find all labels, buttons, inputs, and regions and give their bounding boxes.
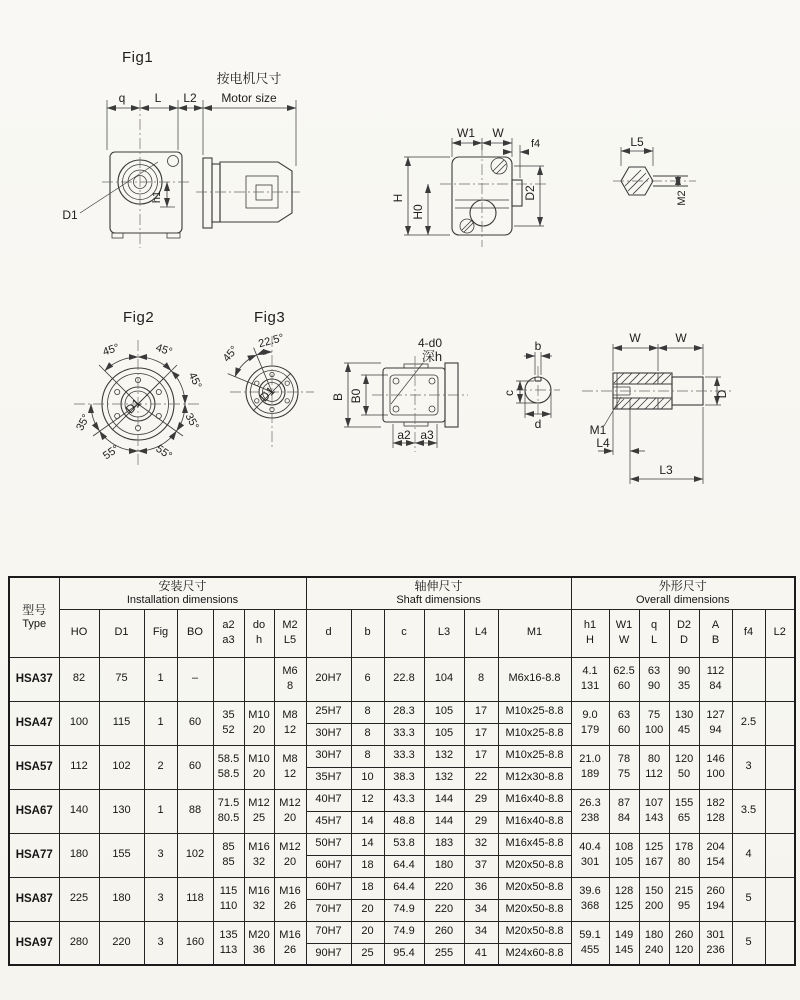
cell-shaft-c: 95.4 [384, 943, 424, 965]
cell-shaft-L4: 36 [464, 877, 498, 899]
cell-shaft-d: 25H7 [306, 701, 351, 723]
dim-W-right: W [675, 331, 687, 345]
cell-doh: M16 32 [244, 877, 274, 921]
cell-L2 [765, 833, 795, 877]
cell-shaft-L4: 17 [464, 701, 498, 723]
spec-table-body [9, 657, 795, 965]
cell-BO: 160 [177, 921, 213, 965]
fig3-angle-top: 22.5° [257, 331, 286, 351]
cell-shaft-L3: 132 [424, 767, 464, 789]
cell-D2D: 260 120 [669, 921, 699, 965]
cell-shaft-c: 33.3 [384, 723, 424, 745]
dim-H: H [391, 193, 405, 203]
cell-HO: 180 [59, 833, 99, 877]
cell-shaft-c: 64.4 [384, 877, 424, 899]
cell-f4: 2.5 [732, 701, 765, 745]
cell-shaft-d: 50H7 [306, 833, 351, 855]
dim-W1: W1 [457, 126, 475, 140]
cell-type: HSA67 [9, 789, 59, 833]
fig2-angle-right: 45° [185, 370, 204, 391]
cell-shaft-L4: 37 [464, 855, 498, 877]
spec-table [8, 576, 796, 966]
cell-L2 [765, 921, 795, 965]
cell-Fig: 1 [144, 701, 177, 745]
col-header-L2: L2 [765, 609, 795, 657]
cell-shaft-c: 74.9 [384, 899, 424, 921]
cell-shaft-c: 48.8 [384, 811, 424, 833]
dim-W-left: W [629, 331, 641, 345]
cell-W1W: 149 145 [609, 921, 639, 965]
fig2-angle-mid-right: 35° [182, 411, 201, 432]
label-M1: M1 [589, 423, 607, 437]
cell-AB: 301 236 [699, 921, 732, 965]
cell-D2D: 178 80 [669, 833, 699, 877]
cell-a2a3: 135 113 [213, 921, 244, 965]
cell-D1: 155 [99, 833, 144, 877]
cell-M2L5: M16 26 [274, 877, 306, 921]
cell-shaft-L3: 183 [424, 833, 464, 855]
cell-D2D: 215 95 [669, 877, 699, 921]
col-header-h1H: h1 H [571, 609, 609, 657]
cell-f4 [732, 657, 765, 701]
cell-f4: 4 [732, 833, 765, 877]
cell-M2L5: M8 12 [274, 745, 306, 789]
cell-shaft-L4: 29 [464, 811, 498, 833]
cell-D1: 102 [99, 745, 144, 789]
cell-a2a3 [213, 657, 244, 701]
dim-L3: L3 [659, 463, 673, 477]
cell-qL: 63 90 [639, 657, 669, 701]
cell-f4: 5 [732, 921, 765, 965]
cell-h1H: 40.4 301 [571, 833, 609, 877]
cell-doh: M12 25 [244, 789, 274, 833]
table-column-header-row [9, 609, 795, 657]
col-header-a2a3: a2 a3 [213, 609, 244, 657]
fig3-center-D1: D1 [256, 383, 278, 405]
table-row [9, 789, 795, 811]
cell-Fig: 2 [144, 745, 177, 789]
label-D1: D1 [62, 208, 78, 222]
cell-shaft-d: 35H7 [306, 767, 351, 789]
cell-W1W: 78 75 [609, 745, 639, 789]
cell-shaft-d: 20H7 [306, 657, 351, 701]
cell-shaft-L3: 180 [424, 855, 464, 877]
dim-c: c [502, 390, 516, 396]
cell-L2 [765, 745, 795, 789]
fig3-angle-left: 45° [220, 343, 241, 365]
cell-BO: 60 [177, 745, 213, 789]
cell-qL: 180 240 [639, 921, 669, 965]
col-header-Fig: Fig [144, 609, 177, 657]
fig2-angle-bottom-right: 55° [153, 442, 174, 463]
cell-BO: 102 [177, 833, 213, 877]
cell-BO: – [177, 657, 213, 701]
cell-a2a3: 71.5 80.5 [213, 789, 244, 833]
cell-type: HSA77 [9, 833, 59, 877]
cell-AB: 204 154 [699, 833, 732, 877]
cell-type: HSA87 [9, 877, 59, 921]
cell-shaft-b: 20 [351, 921, 384, 943]
col-header-HO: HO [59, 609, 99, 657]
cell-shaft-c: 28.3 [384, 701, 424, 723]
cell-HO: 280 [59, 921, 99, 965]
cell-shaft-L3: 105 [424, 701, 464, 723]
cell-doh: M10 20 [244, 745, 274, 789]
cell-shaft-L4: 34 [464, 899, 498, 921]
col-header-c: c [384, 609, 424, 657]
dim-M2: M2 [676, 190, 688, 206]
cell-type: HSA47 [9, 701, 59, 745]
cell-BO: 88 [177, 789, 213, 833]
cell-AB: 146 100 [699, 745, 732, 789]
cell-shaft-L4: 41 [464, 943, 498, 965]
cell-shaft-L4: 22 [464, 767, 498, 789]
table-group-header-row [9, 577, 795, 609]
cell-AB: 112 84 [699, 657, 732, 701]
table-row [9, 701, 795, 723]
dim-H0: H0 [411, 204, 425, 220]
cell-shaft-L3: 255 [424, 943, 464, 965]
spec-table-wrap [8, 576, 796, 966]
cell-f4: 3.5 [732, 789, 765, 833]
cell-D2D: 120 50 [669, 745, 699, 789]
col-header-W1W: W1 W [609, 609, 639, 657]
cell-qL: 150 200 [639, 877, 669, 921]
dim-D: D [715, 389, 729, 399]
cell-qL: 107 143 [639, 789, 669, 833]
fig2-center-D1: D1 [122, 395, 144, 417]
cell-M2L5: M8 12 [274, 701, 306, 745]
col-header-BO: BO [177, 609, 213, 657]
cell-shaft-L4: 8 [464, 657, 498, 701]
fig3-flange-view [221, 309, 314, 448]
label-h1: h1 [151, 190, 163, 204]
fig1-title: Fig1 [122, 49, 154, 66]
cell-HO: 225 [59, 877, 99, 921]
cell-shaft-b: 8 [351, 723, 384, 745]
dim-B0: B0 [349, 388, 363, 404]
cell-shaft-c: 53.8 [384, 833, 424, 855]
cell-shaft-c: 74.9 [384, 921, 424, 943]
cell-h1H: 21.0 189 [571, 745, 609, 789]
cell-shaft-c: 38.3 [384, 767, 424, 789]
cell-shaft-d: 60H7 [306, 877, 351, 899]
cell-shaft-c: 33.3 [384, 745, 424, 767]
fig3-title: Fig3 [254, 309, 286, 326]
callout-depth: 深h [421, 349, 443, 364]
cell-BO: 118 [177, 877, 213, 921]
cell-D1: 180 [99, 877, 144, 921]
dim-D2: D2 [523, 185, 537, 201]
dim-L: L [154, 91, 162, 105]
cell-Fig: 1 [144, 789, 177, 833]
cell-shaft-c: 64.4 [384, 855, 424, 877]
cell-type: HSA97 [9, 921, 59, 965]
cell-shaft-d: 90H7 [306, 943, 351, 965]
cell-qL: 75 100 [639, 701, 669, 745]
dim-L2: L2 [183, 91, 197, 105]
cell-shaft-L3: 144 [424, 789, 464, 811]
dim-B: B [331, 392, 345, 402]
dim-a2: a2 [397, 428, 411, 442]
cell-h1H: 9.0 179 [571, 701, 609, 745]
cell-M2L5: M6 8 [274, 657, 306, 701]
cell-a2a3: 58.5 58.5 [213, 745, 244, 789]
cell-W1W: 62.5 60 [609, 657, 639, 701]
fig2-angle-bottom-left: 55° [101, 442, 122, 463]
cell-Fig: 3 [144, 877, 177, 921]
cell-M2L5: M16 26 [274, 921, 306, 965]
cell-shaft-b: 14 [351, 833, 384, 855]
col-header-qL: q L [639, 609, 669, 657]
col-header-M1: M1 [498, 609, 571, 657]
col-header-L4: L4 [464, 609, 498, 657]
cell-shaft-M1: M24x60-8.8 [498, 943, 571, 965]
dim-L5: L5 [630, 135, 644, 149]
cell-qL: 80 112 [639, 745, 669, 789]
cell-shaft-L4: 32 [464, 833, 498, 855]
motor-size-en: Motor size [221, 91, 277, 105]
cell-shaft-b: 10 [351, 767, 384, 789]
fig1-side-view [62, 49, 300, 248]
col-header-D1: D1 [99, 609, 144, 657]
cell-W1W: 87 84 [609, 789, 639, 833]
dim-d: d [534, 417, 542, 431]
cell-shaft-L3: 132 [424, 745, 464, 767]
cell-h1H: 4.1 131 [571, 657, 609, 701]
cell-shaft-M1: M10x25-8.8 [498, 723, 571, 745]
cell-shaft-b: 12 [351, 789, 384, 811]
cell-shaft-d: 60H7 [306, 855, 351, 877]
cell-shaft-M1: M10x25-8.8 [498, 745, 571, 767]
cell-shaft-M1: M20x50-8.8 [498, 877, 571, 899]
cell-D1: 220 [99, 921, 144, 965]
cell-shaft-b: 20 [351, 899, 384, 921]
fig1-front-view [391, 126, 548, 247]
fig2-angle-top-left: 45° [101, 341, 121, 359]
cell-doh: M20 36 [244, 921, 274, 965]
dim-f4: f4 [531, 138, 541, 150]
cell-shaft-L3: 105 [424, 723, 464, 745]
cell-D1: 130 [99, 789, 144, 833]
cell-AB: 127 94 [699, 701, 732, 745]
cell-f4: 5 [732, 877, 765, 921]
dim-W: W [492, 126, 504, 140]
header-group-overall: 外形尺寸 Overall dimensions [571, 577, 795, 609]
cell-h1H: 26.3 238 [571, 789, 609, 833]
cell-h1H: 39.6 368 [571, 877, 609, 921]
table-row [9, 921, 795, 943]
hollow-shaft-side-view [582, 331, 734, 484]
cell-shaft-M1: M10x25-8.8 [498, 701, 571, 723]
cell-shaft-d: 30H7 [306, 745, 351, 767]
cell-h1H: 59.1 455 [571, 921, 609, 965]
callout-4-d0: 4-d0 [417, 336, 443, 350]
cell-shaft-M1: M20x50-8.8 [498, 921, 571, 943]
cell-AB: 182 128 [699, 789, 732, 833]
cell-W1W: 63 60 [609, 701, 639, 745]
shaft-cross-section [502, 339, 560, 431]
cell-HO: 100 [59, 701, 99, 745]
cell-AB: 260 194 [699, 877, 732, 921]
cell-shaft-M1: M16x40-8.8 [498, 789, 571, 811]
cell-D2D: 90 35 [669, 657, 699, 701]
cell-shaft-b: 14 [351, 811, 384, 833]
cell-shaft-d: 70H7 [306, 899, 351, 921]
shaft-end-detail [613, 135, 696, 206]
table-row [9, 877, 795, 899]
cell-shaft-b: 6 [351, 657, 384, 701]
fig2-flange-view [74, 309, 204, 468]
cell-Fig: 1 [144, 657, 177, 701]
fig2-title: Fig2 [123, 309, 155, 326]
cell-f4: 3 [732, 745, 765, 789]
col-header-f4: f4 [732, 609, 765, 657]
col-header-M2L5: M2 L5 [274, 609, 306, 657]
fig2-angle-mid-left: 35° [74, 412, 93, 433]
cell-shaft-M1: M20x50-8.8 [498, 899, 571, 921]
dim-b: b [534, 339, 542, 353]
cell-D2D: 155 65 [669, 789, 699, 833]
cell-D1: 75 [99, 657, 144, 701]
dim-q: q [118, 91, 126, 105]
cell-Fig: 3 [144, 921, 177, 965]
cell-type: HSA37 [9, 657, 59, 701]
gearbox-bottom-view [331, 336, 468, 452]
cell-shaft-d: 45H7 [306, 811, 351, 833]
cell-a2a3: 85 85 [213, 833, 244, 877]
cell-shaft-M1: M6x16-8.8 [498, 657, 571, 701]
header-type: 型号 Type [9, 577, 59, 657]
table-row [9, 745, 795, 767]
cell-L2 [765, 877, 795, 921]
cell-shaft-L3: 220 [424, 877, 464, 899]
cell-a2a3: 35 52 [213, 701, 244, 745]
cell-L2 [765, 701, 795, 745]
cell-HO: 112 [59, 745, 99, 789]
cell-shaft-b: 25 [351, 943, 384, 965]
col-header-AB: A B [699, 609, 732, 657]
motor-size-cn: 按电机尺寸 [216, 71, 282, 86]
cell-shaft-L4: 17 [464, 745, 498, 767]
cell-shaft-L3: 104 [424, 657, 464, 701]
cell-L2 [765, 789, 795, 833]
cell-D1: 115 [99, 701, 144, 745]
header-group-shaft: 轴伸尺寸 Shaft dimensions [306, 577, 571, 609]
cell-HO: 140 [59, 789, 99, 833]
col-header-D2D: D2 D [669, 609, 699, 657]
cell-shaft-M1: M16x40-8.8 [498, 811, 571, 833]
cell-shaft-L3: 144 [424, 811, 464, 833]
cell-shaft-b: 18 [351, 855, 384, 877]
cell-M2L5: M12 20 [274, 789, 306, 833]
cell-doh: M16 32 [244, 833, 274, 877]
cell-BO: 60 [177, 701, 213, 745]
cell-shaft-M1: M12x30-8.8 [498, 767, 571, 789]
cell-HO: 82 [59, 657, 99, 701]
header-group-installation: 安装尺寸 Installation dimensions [59, 577, 306, 609]
cell-W1W: 108 105 [609, 833, 639, 877]
cell-Fig: 3 [144, 833, 177, 877]
cell-a2a3: 115 110 [213, 877, 244, 921]
cell-type: HSA57 [9, 745, 59, 789]
dim-L4: L4 [596, 436, 610, 450]
fig2-angle-top-right: 45° [154, 341, 174, 359]
cell-shaft-d: 30H7 [306, 723, 351, 745]
cell-shaft-L3: 220 [424, 899, 464, 921]
motor-flange [203, 158, 212, 228]
cell-M2L5: M12 20 [274, 833, 306, 877]
cell-doh: M10 20 [244, 701, 274, 745]
col-header-doh: do h [244, 609, 274, 657]
cell-L2 [765, 657, 795, 701]
cell-shaft-b: 18 [351, 877, 384, 899]
cell-shaft-L3: 260 [424, 921, 464, 943]
cell-shaft-M1: M16x45-8.8 [498, 833, 571, 855]
cell-shaft-L4: 29 [464, 789, 498, 811]
col-header-L3: L3 [424, 609, 464, 657]
col-header-b: b [351, 609, 384, 657]
cell-shaft-L4: 34 [464, 921, 498, 943]
cell-doh [244, 657, 274, 701]
cell-shaft-L4: 17 [464, 723, 498, 745]
cell-shaft-c: 22.8 [384, 657, 424, 701]
cell-shaft-d: 70H7 [306, 921, 351, 943]
dim-a3: a3 [420, 428, 434, 442]
cell-shaft-M1: M20x50-8.8 [498, 855, 571, 877]
cell-shaft-b: 8 [351, 745, 384, 767]
table-row [9, 657, 795, 701]
cell-qL: 125 167 [639, 833, 669, 877]
table-row [9, 833, 795, 855]
cell-shaft-c: 43.3 [384, 789, 424, 811]
col-header-d: d [306, 609, 351, 657]
cell-W1W: 128 125 [609, 877, 639, 921]
cell-shaft-d: 40H7 [306, 789, 351, 811]
cell-shaft-b: 8 [351, 701, 384, 723]
cell-D2D: 130 45 [669, 701, 699, 745]
